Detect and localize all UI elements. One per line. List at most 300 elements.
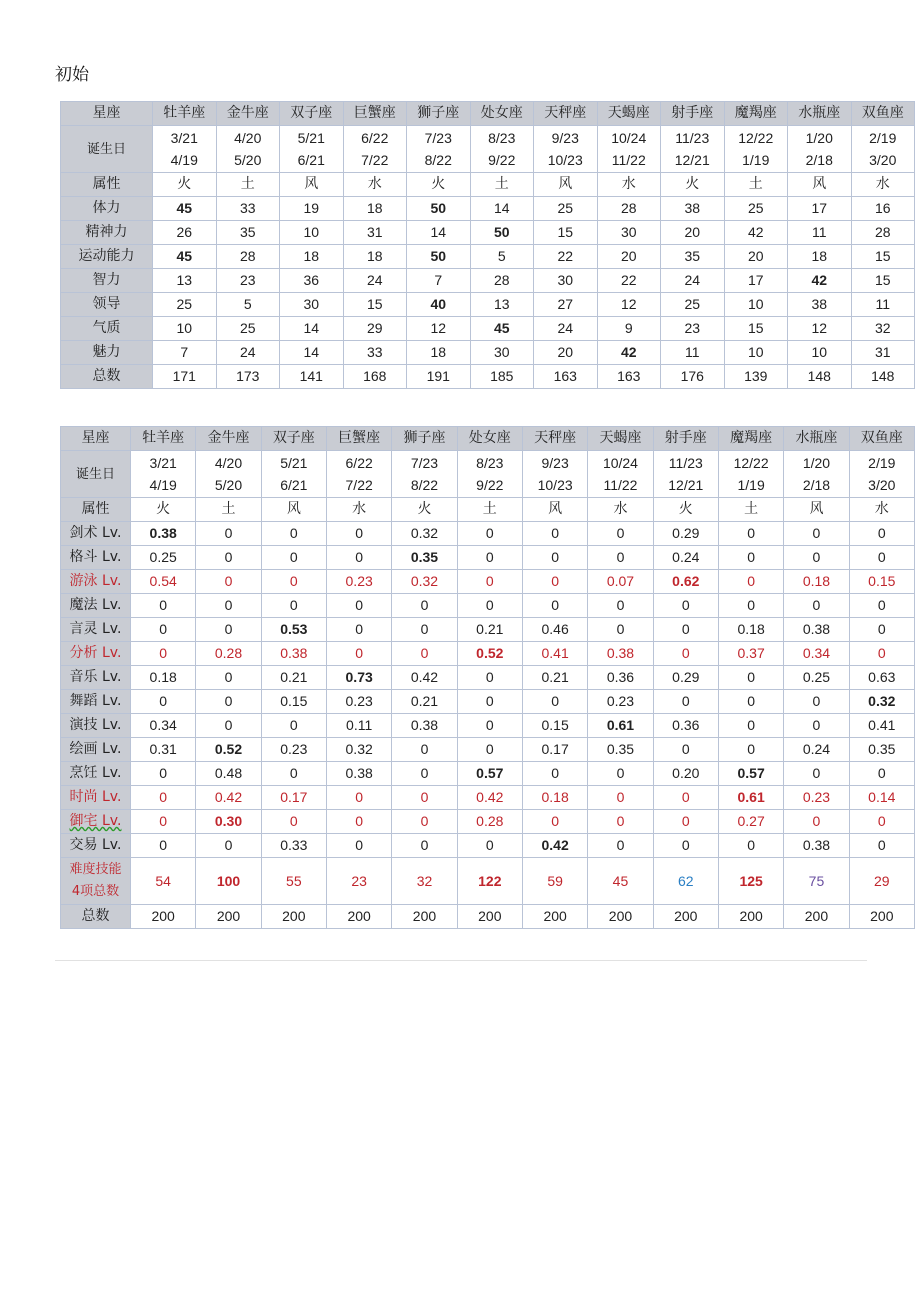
sign-header: 射手座 [653,427,718,451]
value-cell: 0 [849,522,914,546]
value-cell: 0 [784,762,849,786]
row-label [61,317,153,341]
total-cell: 200 [718,905,783,929]
birthday-cell [457,451,522,498]
value-cell: 0 [261,594,326,618]
value-cell: 0 [392,834,457,858]
value-cell: 0 [588,546,653,570]
total-cell: 200 [653,905,718,929]
birthday-end: 1/19 [737,477,765,493]
value-cell: 0.57 [718,762,783,786]
table-row [61,762,915,786]
value-cell: 10 [724,341,788,365]
value-cell: 0 [784,522,849,546]
value-cell: 0.38 [588,642,653,666]
sign-header: 天秤座 [522,427,587,451]
birthday-cell [597,126,661,173]
value-cell: 0.18 [784,570,849,594]
value-cell: 0 [326,522,391,546]
table-row [61,221,915,245]
table-row [61,594,915,618]
value-cell: 0 [326,642,391,666]
value-cell: 0 [718,714,783,738]
birthday-end: 12/21 [668,477,704,493]
birthday-end: 11/22 [603,477,638,493]
element-cell: 水 [597,173,661,197]
value-cell: 0 [196,570,261,594]
row-label [61,365,153,389]
element-cell: 风 [261,498,326,522]
value-cell: 0.23 [784,786,849,810]
value-cell: 12 [597,293,661,317]
value-cell: 50 [470,221,534,245]
value-cell: 0.15 [522,714,587,738]
value-cell: 0 [653,834,718,858]
header-label: 星座 [61,102,153,126]
value-cell: 27 [534,293,598,317]
element-cell: 火 [131,498,196,522]
value-cell: 25 [661,293,725,317]
value-cell: 0 [392,594,457,618]
value-cell: 12 [788,317,852,341]
value-cell: 0 [718,594,783,618]
sign-header: 巨蟹座 [343,102,407,126]
difficulty-cell: 32 [392,858,457,905]
value-cell: 0 [261,570,326,594]
value-cell: 0 [522,810,587,834]
difficulty-row [61,858,915,905]
value-cell: 0.18 [522,786,587,810]
value-cell: 42 [788,269,852,293]
birthday-start: 6/22 [345,455,373,471]
value-cell: 0 [718,690,783,714]
value-cell: 0 [849,834,914,858]
value-cell: 11 [788,221,852,245]
value-cell: 31 [851,341,915,365]
value-cell: 0 [588,594,653,618]
value-cell: 7 [407,269,471,293]
value-cell: 0 [131,642,196,666]
birthday-end: 3/20 [868,477,896,493]
value-cell: 0.17 [522,738,587,762]
sign-header: 魔羯座 [724,102,788,126]
row-label [61,786,131,810]
sign-header: 双鱼座 [851,102,915,126]
element-cell: 土 [470,173,534,197]
value-cell: 30 [534,269,598,293]
value-cell: 0.21 [261,666,326,690]
birthday-start: 4/20 [234,130,262,146]
value-cell: 0.32 [326,738,391,762]
value-cell: 0 [849,618,914,642]
value-cell: 20 [724,245,788,269]
sign-header: 处女座 [457,427,522,451]
value-cell: 0.07 [588,570,653,594]
difficulty-label-line1: 难度技能 [69,862,122,877]
value-cell: 0.38 [326,762,391,786]
table-row [61,341,915,365]
value-cell: 0.25 [131,546,196,570]
value-cell: 0 [457,666,522,690]
value-cell: 0 [653,642,718,666]
value-cell: 0.57 [457,762,522,786]
value-cell: 15 [851,269,915,293]
value-cell: 42 [597,341,661,365]
table-row [61,365,915,389]
birthday-cell [653,451,718,498]
difficulty-cell: 29 [849,858,914,905]
row-label-text: 游泳 Lv. [69,573,122,589]
birthday-start: 12/22 [733,455,769,471]
value-cell: 22 [597,269,661,293]
birthday-cell [153,126,217,173]
sign-header: 射手座 [661,102,725,126]
total-cell: 200 [784,905,849,929]
value-cell: 17 [788,197,852,221]
value-cell: 10 [280,221,344,245]
value-cell: 0 [131,834,196,858]
value-cell: 0.54 [131,570,196,594]
sign-header: 金牛座 [216,102,280,126]
value-cell: 0 [588,522,653,546]
row-label-text: 演技 Lv. [69,717,122,733]
sign-header: 牡羊座 [153,102,217,126]
row-label-text: 御宅 Lv. [69,813,122,829]
element-cell: 土 [216,173,280,197]
value-cell: 38 [661,197,725,221]
birthday-cell [784,451,849,498]
value-cell: 0 [653,594,718,618]
value-cell: 5 [216,293,280,317]
value-cell: 0.15 [261,690,326,714]
birthday-start: 7/23 [410,455,439,471]
value-cell: 0.61 [718,786,783,810]
divider-line [55,960,867,961]
element-cell: 水 [343,173,407,197]
value-cell: 20 [597,245,661,269]
value-cell: 15 [851,245,915,269]
value-cell: 0.52 [457,642,522,666]
value-cell: 163 [597,365,661,389]
value-cell: 0.41 [522,642,587,666]
birthday-end: 6/21 [297,152,325,168]
value-cell: 22 [534,245,598,269]
total-cell: 200 [261,905,326,929]
value-cell: 0.29 [653,522,718,546]
birthday-end: 4/19 [149,477,177,493]
value-cell: 0.34 [784,642,849,666]
row-label [61,642,131,666]
row-label-text: 格斗 Lv. [69,549,122,565]
value-cell: 0.48 [196,762,261,786]
value-cell: 28 [597,197,661,221]
value-cell: 0.32 [392,522,457,546]
difficulty-cell: 55 [261,858,326,905]
value-cell: 0 [392,738,457,762]
value-cell: 23 [661,317,725,341]
total-cell: 200 [522,905,587,929]
value-cell: 9 [597,317,661,341]
value-cell: 0 [261,714,326,738]
element-row [61,173,915,197]
value-cell: 0 [522,570,587,594]
element-cell: 水 [851,173,915,197]
birthday-cell [216,126,280,173]
element-cell: 风 [788,173,852,197]
row-label [61,245,153,269]
row-label [61,221,153,245]
value-cell: 0 [196,690,261,714]
element-cell: 火 [153,173,217,197]
table-row [61,546,915,570]
value-cell: 0 [457,522,522,546]
value-cell: 0.62 [653,570,718,594]
value-cell: 0.33 [261,834,326,858]
value-cell: 32 [851,317,915,341]
value-cell: 0.23 [261,738,326,762]
header-row [61,102,915,126]
value-cell: 0 [261,522,326,546]
value-cell: 15 [343,293,407,317]
value-cell: 0 [131,810,196,834]
value-cell: 173 [216,365,280,389]
element-cell: 土 [718,498,783,522]
value-cell: 0.63 [849,666,914,690]
value-cell: 0 [653,690,718,714]
value-cell: 30 [597,221,661,245]
birthday-cell [470,126,534,173]
value-cell: 7 [153,341,217,365]
base-stats-table [60,101,915,389]
birthday-start: 10/24 [611,130,647,146]
value-cell: 0 [849,642,914,666]
sign-header: 牡羊座 [131,427,196,451]
value-cell: 0.38 [261,642,326,666]
value-cell: 14 [407,221,471,245]
value-cell: 0 [326,546,391,570]
element-cell: 火 [407,173,471,197]
value-cell: 0 [457,594,522,618]
value-cell: 0.38 [131,522,196,546]
value-cell: 0 [718,570,783,594]
value-cell: 0.35 [588,738,653,762]
value-cell: 0 [588,786,653,810]
birthday-end: 5/20 [214,477,243,493]
birthday-end: 9/22 [488,152,516,168]
value-cell: 18 [280,245,344,269]
sign-header: 水瓶座 [788,102,852,126]
birthday-cell [196,451,261,498]
value-cell: 0 [457,570,522,594]
row-label [61,690,131,714]
value-cell: 25 [153,293,217,317]
value-cell: 0.23 [326,570,391,594]
value-cell: 0.18 [718,618,783,642]
row-label-text: 领导 [92,296,121,312]
row-label-text: 气质 [92,320,121,336]
birthday-start: 3/21 [149,455,177,471]
value-cell: 0.17 [261,786,326,810]
value-cell: 13 [470,293,534,317]
value-cell: 0 [653,738,718,762]
row-label [61,762,131,786]
row-label-text: 智力 [92,272,121,288]
total-cell: 200 [392,905,457,929]
value-cell: 29 [343,317,407,341]
birthday-end: 8/22 [424,152,452,168]
value-cell: 0 [849,594,914,618]
birthday-end: 1/19 [742,152,770,168]
sign-header: 天秤座 [534,102,598,126]
value-cell: 0.31 [131,738,196,762]
value-cell: 11 [661,341,725,365]
value-cell: 10 [153,317,217,341]
sign-header: 金牛座 [196,427,261,451]
value-cell: 18 [788,245,852,269]
birthday-end: 9/22 [476,477,504,493]
value-cell: 0 [196,834,261,858]
birthday-start: 6/22 [361,130,389,146]
value-cell: 0 [653,618,718,642]
row-label [61,269,153,293]
element-label: 属性 [61,498,131,522]
value-cell: 0 [718,522,783,546]
value-cell: 0.15 [849,570,914,594]
table-row [61,317,915,341]
birthday-end: 6/21 [280,477,308,493]
sign-header: 天蝎座 [597,102,661,126]
row-label [61,546,131,570]
value-cell: 0.28 [196,642,261,666]
row-label-text: 总数 [92,368,121,384]
total-row [61,905,915,929]
birthday-end: 4/19 [170,152,198,168]
value-cell: 30 [470,341,534,365]
value-cell: 0 [131,762,196,786]
birthday-cell [261,451,326,498]
value-cell: 28 [216,245,280,269]
value-cell: 0 [849,810,914,834]
row-label [61,810,131,834]
value-cell: 0.24 [653,546,718,570]
total-label: 总数 [61,905,131,929]
table-row [61,810,915,834]
value-cell: 18 [343,245,407,269]
sign-header: 天蝎座 [588,427,653,451]
value-cell: 12 [407,317,471,341]
element-cell: 火 [653,498,718,522]
table-row [61,618,915,642]
birthday-end: 12/21 [674,152,710,168]
value-cell: 0 [457,690,522,714]
value-cell: 0.73 [326,666,391,690]
value-cell: 139 [724,365,788,389]
value-cell: 38 [788,293,852,317]
value-cell: 0.41 [849,714,914,738]
element-cell: 火 [392,498,457,522]
value-cell: 0.42 [522,834,587,858]
total-cell: 200 [131,905,196,929]
birthday-cell [661,126,725,173]
value-cell: 191 [407,365,471,389]
value-cell: 45 [470,317,534,341]
value-cell: 25 [216,317,280,341]
element-cell: 风 [522,498,587,522]
table-row [61,714,915,738]
difficulty-cell: 100 [196,858,261,905]
value-cell: 19 [280,197,344,221]
difficulty-cell: 125 [718,858,783,905]
sign-header: 狮子座 [407,102,471,126]
value-cell: 0 [522,690,587,714]
value-cell: 176 [661,365,725,389]
value-cell: 0 [326,618,391,642]
table-row [61,522,915,546]
value-cell: 0 [784,546,849,570]
value-cell: 0 [392,618,457,642]
value-cell: 50 [407,245,471,269]
birthday-cell [392,451,457,498]
value-cell: 0 [261,810,326,834]
value-cell: 15 [534,221,598,245]
birthday-row [61,451,915,498]
value-cell: 0.21 [392,690,457,714]
value-cell: 0 [718,546,783,570]
value-cell: 0 [131,690,196,714]
table-row [61,293,915,317]
value-cell: 0.29 [653,666,718,690]
value-cell: 0.35 [849,738,914,762]
row-label-text: 舞蹈 Lv. [69,693,122,709]
table-row [61,690,915,714]
value-cell: 0 [131,786,196,810]
value-cell: 0.21 [457,618,522,642]
value-cell: 33 [343,341,407,365]
value-cell: 0 [392,762,457,786]
row-label-text: 运动能力 [78,248,135,264]
sign-header: 魔羯座 [718,427,783,451]
row-label [61,834,131,858]
total-cell: 200 [457,905,522,929]
row-label [61,197,153,221]
element-cell: 土 [196,498,261,522]
value-cell: 0 [392,810,457,834]
birthday-cell [326,451,391,498]
element-cell: 火 [661,173,725,197]
value-cell: 0 [261,546,326,570]
value-cell: 14 [280,341,344,365]
element-row [61,498,915,522]
birthday-start: 10/24 [602,455,638,471]
value-cell: 0.25 [784,666,849,690]
value-cell: 0.20 [653,762,718,786]
row-label-text: 交易 Lv. [69,837,122,853]
value-cell: 0.21 [522,666,587,690]
value-cell: 0.32 [849,690,914,714]
sign-header: 水瓶座 [784,427,849,451]
value-cell: 28 [851,221,915,245]
value-cell: 0 [196,666,261,690]
header-row [61,427,915,451]
table-row [61,834,915,858]
value-cell: 26 [153,221,217,245]
birthday-cell [131,451,196,498]
birthday-cell [724,126,788,173]
value-cell: 0 [131,618,196,642]
value-cell: 168 [343,365,407,389]
value-cell: 24 [661,269,725,293]
value-cell: 0 [784,594,849,618]
